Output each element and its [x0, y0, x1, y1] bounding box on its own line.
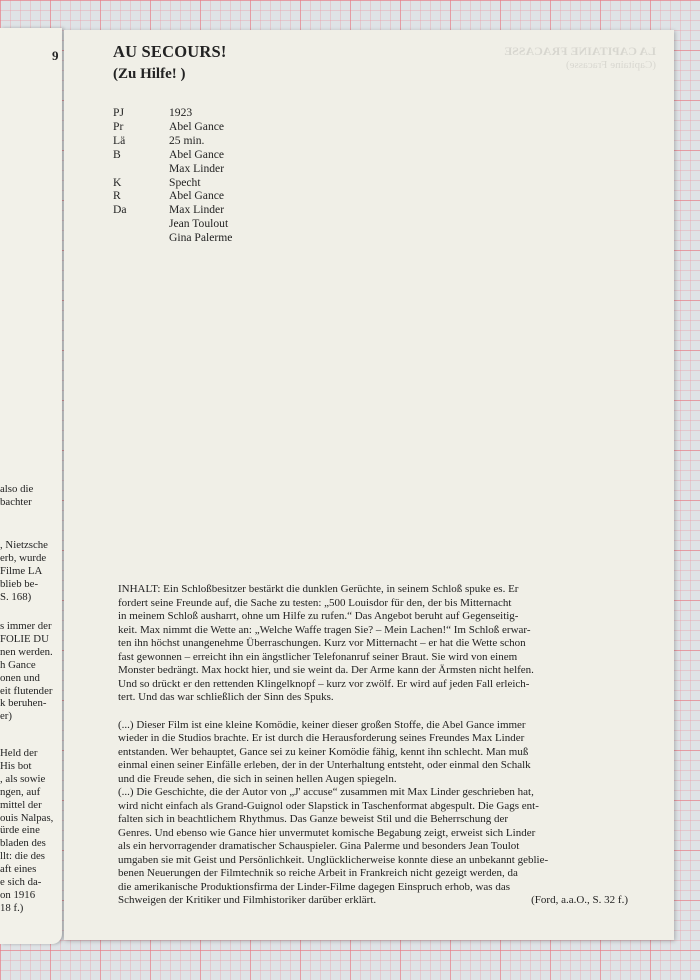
credit-value: Max Linder: [169, 203, 225, 217]
text-line: (...) Dieser Film ist eine kleine Komödie, keiner dieser großen Stoffe, die Abel Gance immer: [118, 718, 526, 731]
text-line: fordert seine Freunde auf, die Sache zu testen: „500 Louisdor für den, der bis Mitternacht: [118, 596, 512, 609]
fragment-line: ngen, auf: [0, 785, 41, 798]
credit-values: [169, 203, 232, 245]
credit-value: Abel Gance: [169, 189, 225, 203]
fragment-line: S. 168): [0, 590, 32, 603]
credit-row-pr: [113, 120, 232, 134]
fragment-line: er): [0, 710, 12, 723]
fragment-line: erb, wurde: [0, 551, 47, 564]
credit-label: K: [113, 175, 122, 189]
left-page: [0, 28, 62, 944]
fragment-line: h Gance: [0, 658, 36, 671]
text-line: und die Freude sehen, die sich in seinen hellen Augen spiegeln.: [118, 772, 397, 785]
text-line: als ein hervorragender dramatischer Schauspieler. Gina Palerme und besonders Jean Toulot: [118, 840, 520, 852]
inhalt-paragraph: [118, 583, 628, 705]
credits-table: [113, 106, 232, 245]
credit-values: [169, 189, 224, 203]
text-line: keit. Max nimmt die Wette an: „Welche Waffe tragen Sie? – Mein Lachen!“ Im Schloß erwar-: [118, 623, 531, 636]
credit-value: Abel Gance: [169, 147, 225, 161]
text-line: einmal einen seiner Einfälle erleben, der in der Unterhaltung entsteht, oder einmal den Schalk: [118, 759, 531, 771]
credit-label: PJ: [113, 106, 124, 119]
credit-row-k: [113, 176, 232, 190]
credit-value: Specht: [169, 175, 201, 189]
show-through-title: LA CAPITAINE FRACASSE: [504, 44, 656, 58]
fragment-line: aft eines: [0, 863, 37, 876]
left-page-fragment-3: [0, 620, 53, 723]
fragment-line: , Nietzsche: [0, 539, 48, 551]
fragment-line: mittel der: [0, 798, 42, 811]
text-line: Und so drückt er den rettenden Klingelknopf – kurz vor zwölf. Er wird auf jeden Fall erleich-: [118, 677, 530, 690]
fragment-line: , als sowie: [0, 772, 46, 785]
credit-value: 25 min.: [169, 133, 205, 147]
fragment-line: 18 f.): [0, 901, 24, 914]
text-line: die amerikanische Produktionsfirma der Linder-Filme dagegen Einspruch erhob, was das: [118, 880, 510, 893]
text-line: ten ihn höchst unangenehme Überraschungen. Kurz vor Mitternacht – er hat die Wette schon: [118, 637, 526, 649]
credit-label: B: [113, 147, 121, 161]
show-through-subtitle: (Capitaine Fracasse): [565, 59, 656, 71]
credit-values: [169, 134, 204, 148]
credit-row-pj: [113, 106, 232, 120]
credit-value: Gina Palerme: [169, 231, 233, 245]
fragment-line: nen werden.: [0, 645, 53, 658]
text-line: Genres. Und ebenso wie Gance hier unvermutet komische Begabung zeigt, erweist sich Linder: [118, 826, 536, 839]
body-text: [118, 583, 628, 908]
left-page-number: 9: [52, 48, 59, 63]
text-line: in meinem Schloß ausharrt, ohne um Hilfe zu rufen.“ Das Angebot beruht auf Gegenseitig-: [118, 610, 519, 622]
credit-values: [169, 148, 224, 176]
credit-label: Lä: [113, 133, 126, 147]
left-page-fragment-2: [0, 539, 48, 604]
credit-row-la: [113, 134, 232, 148]
fragment-line: ouis Nalpas,: [0, 811, 54, 824]
text-line: (...) Die Geschichte, die der Autor von „J' accuse“ zusammen mit Max Linder geschrieben hat,: [118, 786, 534, 798]
fragment-line: ürde eine: [0, 824, 40, 837]
fragment-line: k beruhen-: [0, 697, 47, 710]
fragment-line: Filme LA: [0, 564, 43, 577]
fragment-line: on 1916: [0, 888, 36, 901]
text-line: entstanden. Wer behauptet, Gance sei zu keiner Komödie fähig, kennt ihn schlecht. Man muß: [118, 745, 529, 758]
text-line: INHALT: Ein Schloßbesitzer bestärkt die dunklen Gerüchte, in seinem Schloß spuke es. Er: [118, 583, 519, 595]
text-line: umgaben sie mit Geist und Persönlichkeit. Unglücklicherweise konnte diese an unbekannt geblie-: [118, 853, 549, 866]
commentary-paragraph: [118, 719, 628, 908]
credit-row-b: [113, 148, 232, 176]
fragment-line: bladen des: [0, 837, 46, 850]
credit-label: R: [113, 189, 121, 203]
fragment-line: e sich da-: [0, 876, 42, 889]
fragment-line: llt: die des: [0, 850, 45, 863]
credit-values: [169, 176, 201, 190]
credit-values: [169, 106, 192, 120]
fragment-line: onen und: [0, 671, 40, 684]
text-line: Schweigen der Kritiker und Filmhistoriker darüber erklärt.: [118, 894, 377, 906]
text-line: tert. Und das war schließlich der Sinn des Spuks.: [118, 691, 334, 703]
text-line: benen Neuerungen der Filmtechnik so reiche Arbeit in Frankreich nicht gezeigt werden, da: [118, 867, 518, 879]
text-line-last: [118, 894, 628, 908]
fragment-line: s immer der: [0, 620, 52, 632]
fragment-line: His bot: [0, 759, 32, 772]
left-page-fragment-1: [0, 483, 33, 509]
credit-value: Max Linder: [169, 161, 225, 175]
left-page-fragment-4: [0, 747, 53, 915]
credit-label: Pr: [113, 119, 124, 133]
fragment-line: Held der: [0, 747, 38, 759]
paragraph-gap: [118, 705, 628, 719]
credit-values: [169, 120, 224, 134]
main-page: [64, 30, 674, 940]
film-title: AU SECOURS!: [113, 42, 227, 61]
film-subtitle: (Zu Hilfe! ): [113, 66, 186, 82]
credit-row-r: [113, 189, 232, 203]
credit-row-da: [113, 203, 232, 245]
text-line: wieder in die Studios brachte. Er ist durch die Herausforderung seines Freundes Max Linder: [118, 732, 525, 744]
fragment-line: blieb be-: [0, 577, 39, 590]
fragment-line: bachter: [0, 495, 32, 508]
credit-value: Jean Toulout: [169, 217, 229, 231]
credit-label: Da: [113, 203, 127, 217]
fragment-line: also die: [0, 483, 34, 495]
text-line: wird nicht einfach als Grand-Guignol oder Slapstick in Taschenformat abgespult. Die Gags ent-: [118, 799, 539, 812]
show-through-text: [376, 44, 656, 71]
fragment-line: FOLIE DU: [0, 632, 49, 645]
fragment-line: eit flutender: [0, 684, 53, 697]
text-line: falten sich in beachtlichem Rhythmus. Das Ganze beweist Stil und die Beherrschung der: [118, 813, 509, 825]
text-line: Monster bedrängt. Max hockt hier, und sie weint da. Der Arme kann der Ärmsten nicht helfen.: [118, 664, 534, 676]
text-line: fast gewonnen – erreicht ihn ein ängstlicher Telefonanruf seiner Braut. Sie wird von einem: [118, 650, 518, 663]
credit-value: Abel Gance: [169, 119, 225, 133]
citation: (Ford, a.a.O., S. 32 f.): [531, 894, 628, 906]
credit-value: 1923: [169, 106, 193, 119]
